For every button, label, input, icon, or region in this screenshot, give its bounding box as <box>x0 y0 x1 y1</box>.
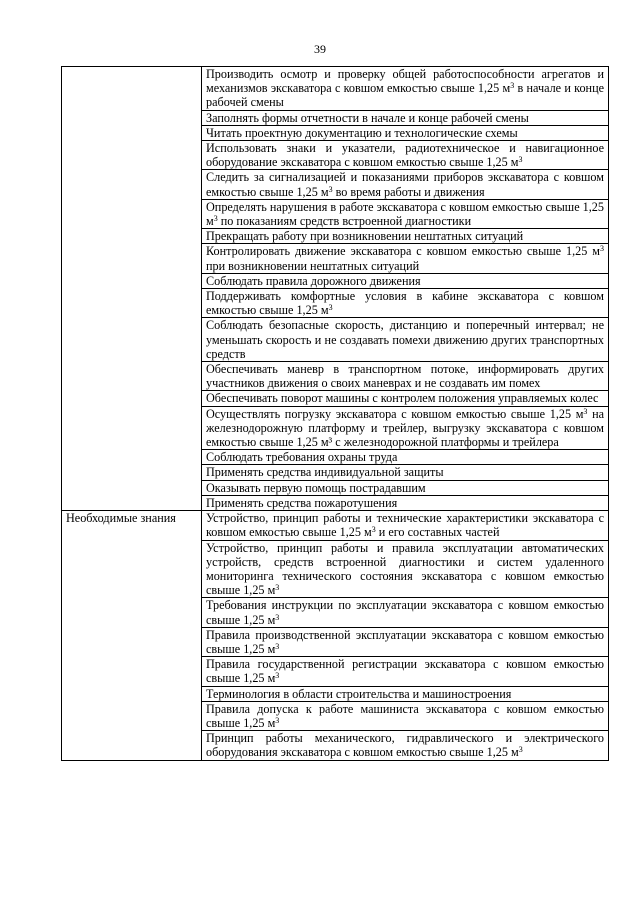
table-cell <box>202 701 609 730</box>
cell-text: Использовать знаки и указатели, радиотехническое и навигационное оборудование экскаватора с ковшом емкостью свыше 1,25 м <box>206 141 604 170</box>
table-cell <box>202 289 609 318</box>
unit-exponent: 3 <box>328 303 333 313</box>
competency-table <box>61 66 609 761</box>
unit-exponent: 3 <box>510 81 515 91</box>
cell-text: Читать проектную документацию и технологические схемы <box>206 125 518 140</box>
table-cell <box>202 67 609 111</box>
table-cell <box>202 495 609 510</box>
table-cell <box>202 731 609 760</box>
cell-text: Соблюдать правила дорожного движения <box>206 273 421 288</box>
cell-text: Правила производственной эксплуатации экскаватора с ковшом емкостью свыше 1,25 м <box>206 627 604 656</box>
knowledge-section <box>62 511 609 760</box>
cell-text: Следить за сигнализацией и показаниями приборов экскаватора с ковшом емкостью свыше 1,25 м <box>206 170 604 199</box>
skills-section <box>62 67 609 511</box>
table-cell <box>202 273 609 288</box>
cell-text: Поддерживать комфортные условия в кабине экскаватора с ковшом емкостью свыше 1,25 м <box>206 289 604 318</box>
cell-text: Определять нарушения в работе экскаватора с ковшом емкостью свыше 1,25 м <box>206 199 604 229</box>
cell-text: Принцип работы механического, гидравлического и электрического оборудования экскаватора с ковшом емкостью свыше 1,25 м <box>206 731 604 760</box>
table-cell <box>202 391 609 406</box>
unit-exponent: 3 <box>275 671 280 681</box>
cell-text: Заполнять формы отчетности в начале и конце рабочей смены <box>206 110 529 125</box>
table-cell <box>202 244 609 273</box>
table-cell <box>202 465 609 480</box>
table-cell <box>202 362 609 391</box>
cell-text: Правила допуска к работе машиниста экскаватора с ковшом емкостью свыше 1,25 м <box>206 701 604 730</box>
cell-text: Соблюдать безопасные скорость, дистанцию и поперечный интервал; не уменьшать скорость и не создавать помехи движению других транспортных средств <box>206 318 604 361</box>
cell-text-tail: и его составных частей <box>375 525 500 540</box>
table-cell <box>202 686 609 701</box>
cell-text: Производить осмотр и проверку общей работоспособности агрегатов и механизмов экскаватора с ковшом емкостью свыше 1,25 м <box>206 67 604 96</box>
table-cell <box>202 125 609 140</box>
cell-text: Правила государственной регистрации экскаватора с ковшом емкостью свыше 1,25 м <box>206 657 604 686</box>
cell-text: Применять средства пожаротушения <box>206 495 398 510</box>
cell-text-tail: на железнодорожную платформу и трейлер, выгрузку экскаватора с ковшом емкостью свыше 1,25 м³ с железнодорожной платформы и трейлера <box>206 406 605 450</box>
unit-exponent: 3 <box>371 525 376 535</box>
cell-text-tail: при возникновении нештатных ситуаций <box>206 258 420 273</box>
cell-text-tail: в начале и конце рабочей смены <box>206 81 604 110</box>
table-cell <box>202 318 609 362</box>
unit-exponent: 3 <box>275 715 280 725</box>
unit-exponent: 3 <box>518 745 523 755</box>
cell-text: Устройство, принцип работы и технические характеристики экскаватора с ковшом емкостью свыше 1,25 м <box>206 511 604 540</box>
table-cell <box>202 540 609 598</box>
cell-text: Соблюдать требования охраны труда <box>206 450 398 465</box>
table-cell <box>202 170 609 199</box>
table-cell <box>202 657 609 686</box>
unit-exponent: 3 <box>275 641 280 651</box>
table-cell <box>202 450 609 465</box>
cell-text: Терминология в области строительства и машиностроения <box>206 686 512 701</box>
unit-exponent: 3 <box>600 244 604 254</box>
unit-exponent: 3 <box>275 583 280 593</box>
table-cell <box>202 406 609 450</box>
skill-row <box>62 67 609 111</box>
cell-text: Обеспечивать поворот машины с контролем положения управляемых колес <box>206 391 599 406</box>
unit-exponent: 3 <box>518 155 523 165</box>
table-cell <box>202 199 609 228</box>
page-number: 39 <box>314 42 326 56</box>
cell-text: Оказывать первую помощь пострадавшим <box>206 480 426 495</box>
cell-text: Прекращать работу при возникновении нештатных ситуаций <box>206 229 524 244</box>
unit-exponent: 3 <box>275 612 280 622</box>
table-cell <box>202 598 609 627</box>
table-cell <box>202 110 609 125</box>
table-cell <box>202 141 609 170</box>
unit-exponent: 3 <box>328 184 333 194</box>
section-label: Необходимые знания <box>62 511 202 760</box>
unit-exponent: 3 <box>583 406 588 416</box>
unit-exponent: 3 <box>213 214 218 224</box>
cell-text-tail: во время работы и движения <box>332 184 485 199</box>
knowledge-row <box>62 511 609 540</box>
cell-text: Обеспечивать маневр в транспортном потоке, информировать других участников движения о своих маневрах и не создавать им помех <box>206 362 604 391</box>
table-cell <box>202 480 609 495</box>
cell-text-tail: по показаниям средств встроенной диагностики <box>217 214 472 229</box>
table-cell <box>202 229 609 244</box>
cell-text: Применять средства индивидуальной защиты <box>206 465 444 480</box>
cell-text: Требования инструкции по эксплуатации экскаватора с ковшом емкостью свыше 1,25 м <box>206 598 604 627</box>
cell-text: Контролировать движение экскаватора с ковшом емкостью свыше 1,25 м <box>206 244 600 259</box>
cell-text: Устройство, принцип работы и правила эксплуатации автоматических устройств, средств встроенной диагностики и систем удаленного мониторинга технического состояния экскаватора с ковшом емкостью свыше 1,25 м <box>206 540 604 598</box>
cell-text: Осуществлять погрузку экскаватора с ковшом емкостью свыше 1,25 м <box>206 406 584 421</box>
table-cell <box>202 511 609 540</box>
table-cell <box>202 627 609 656</box>
empty-label-cell <box>62 67 202 511</box>
